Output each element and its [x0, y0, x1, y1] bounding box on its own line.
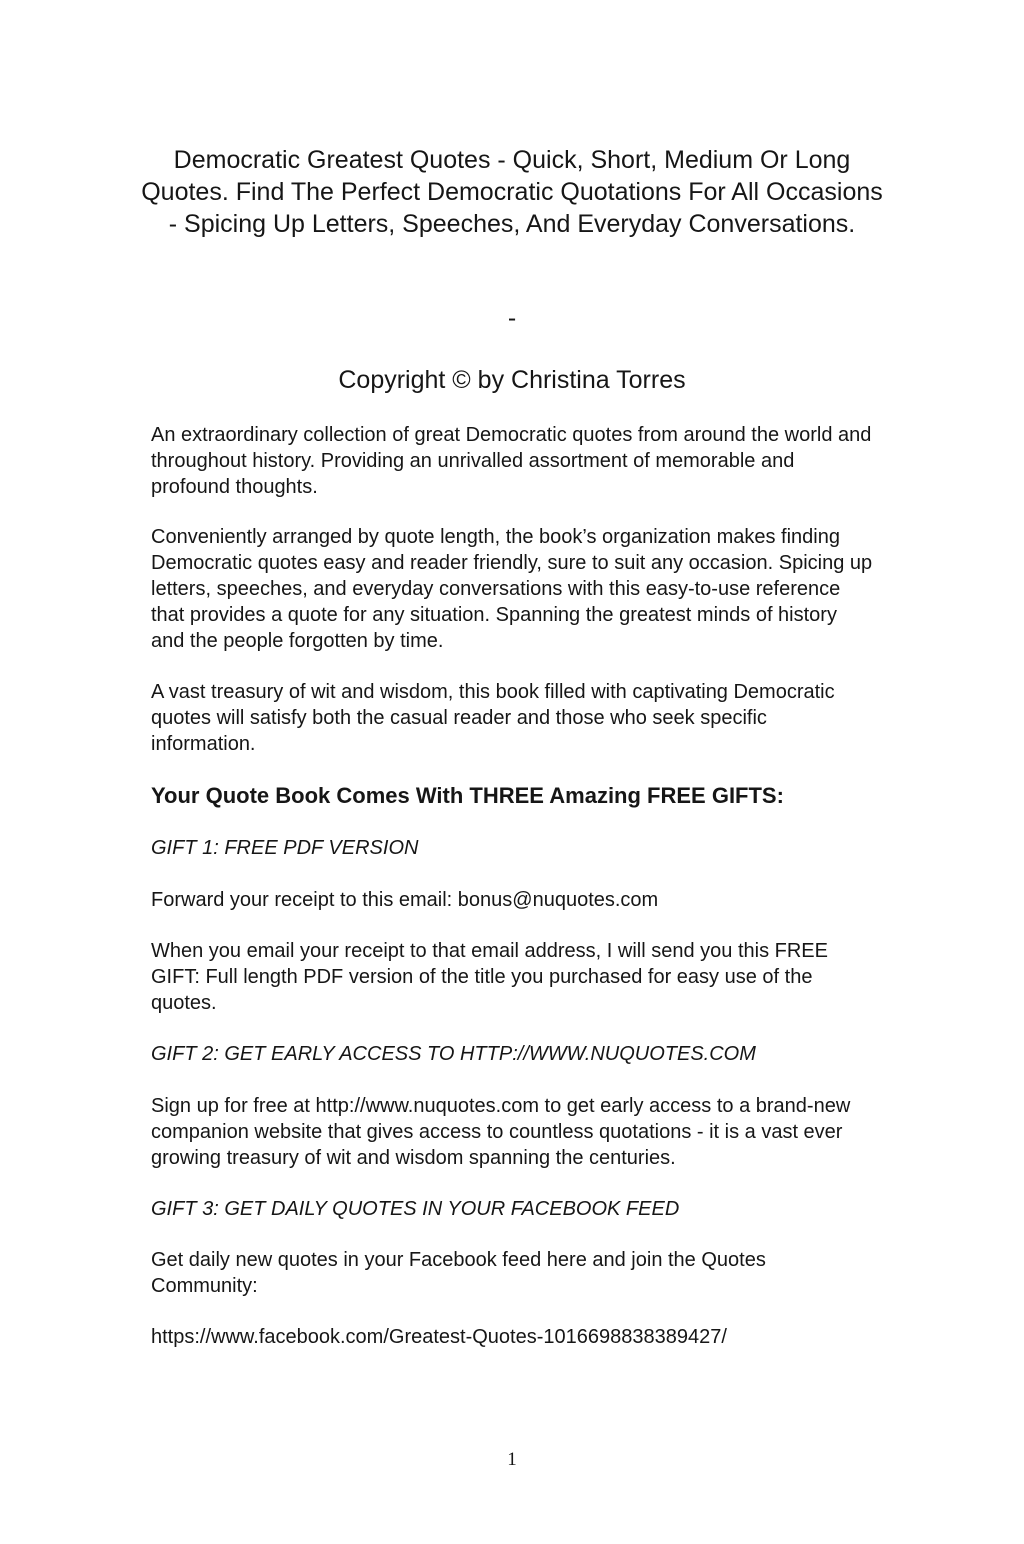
facebook-link[interactable]: https://www.facebook.com/Greatest-Quotes-1016698838389427/: [151, 1326, 727, 1348]
gift-1-title: GIFT 1: FREE PDF VERSION: [151, 837, 419, 859]
gift-1-email-line: Forward your receipt to this email: bonus@nuquotes.com: [151, 889, 659, 911]
intro-paragraph-1: An extraordinary collection of great Democratic quotes from around the world and throughout history. Providing an unrivalled assortment of memorable and profound thoughts.: [151, 424, 872, 498]
gift-1-description: When you email your receipt to that email address, I will send you this FREE GIFT: Full length PDF version of the title you purchased for easy use of the quotes.: [151, 940, 828, 1014]
intro-paragraph-3: A vast treasury of wit and wisdom, this book filled with captivating Democratic quotes will satisfy both the casual reader and those who seek specific information.: [151, 681, 835, 755]
copyright-line: Copyright © by Christina Torres: [338, 366, 686, 394]
separator-dash: -: [507, 304, 517, 332]
gift-3-description: Get daily new quotes in your Facebook feed here and join the Quotes Community:: [151, 1249, 766, 1297]
gift-2-description: Sign up for free at http://www.nuquotes.com to get early access to a brand-new companion website that gives access to countless quotations - it is a vast ever growing treasury of wit and wisdom spanning the centuries.: [151, 1095, 851, 1169]
page-number: 1: [507, 1449, 517, 1470]
intro-paragraph-2: Conveniently arranged by quote length, the book’s organization makes finding Democratic quotes easy and reader friendly, sure to suit any occasion. Spicing up letters, speeches, and everyday conversations with this easy-to-use reference that provides a quote for any situation. Spanning the greatest minds of history and the people forgotten by time.: [151, 526, 873, 652]
gift-3-title: GIFT 3: GET DAILY QUOTES IN YOUR FACEBOOK FEED: [151, 1198, 680, 1220]
gifts-heading: Your Quote Book Comes With THREE Amazing FREE GIFTS:: [151, 783, 784, 808]
book-title: Democratic Greatest Quotes - Quick, Short, Medium Or Long Quotes. Find The Perfect Democratic Quotations For All Occasions - Spicing Up Letters, Speeches, And Everyday Conversations.: [141, 146, 883, 238]
gift-2-title: GIFT 2: GET EARLY ACCESS TO HTTP://WWW.NUQUOTES.COM: [151, 1043, 756, 1065]
